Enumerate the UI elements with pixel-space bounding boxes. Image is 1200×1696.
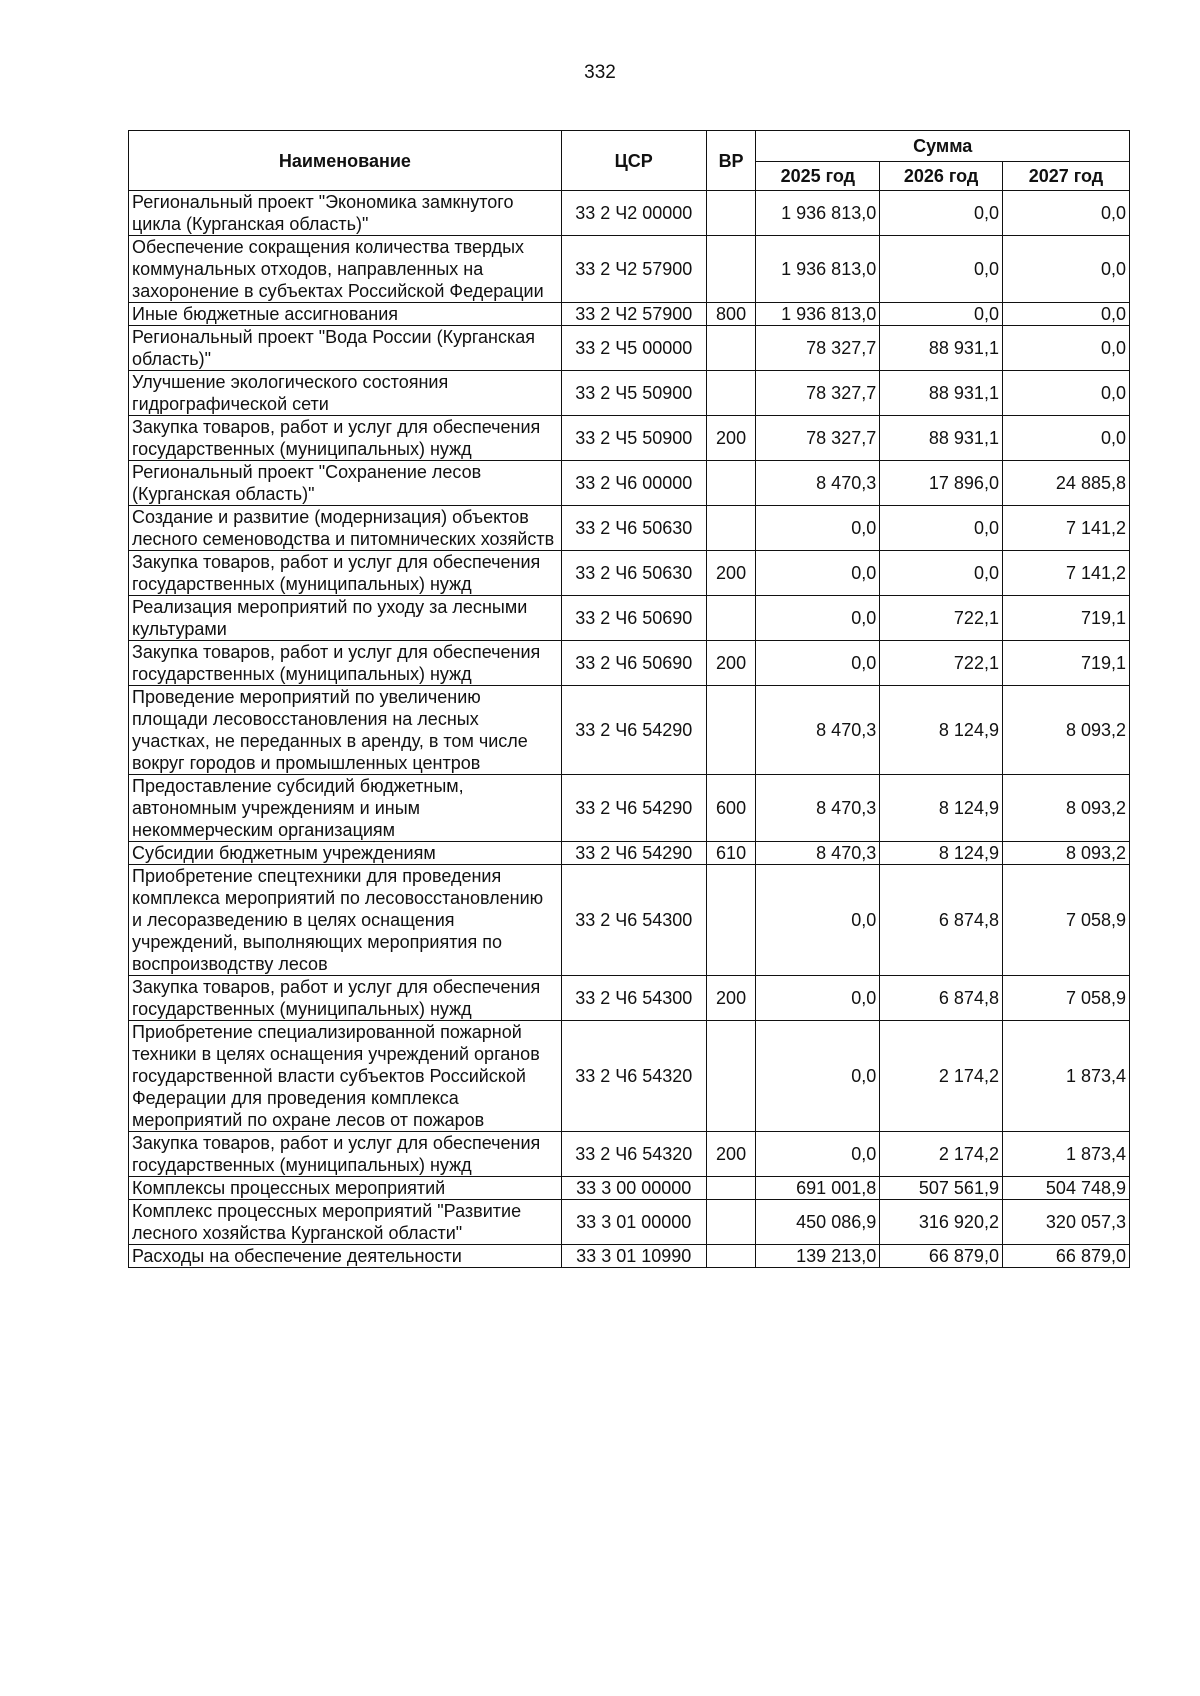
row-vr-cell (706, 686, 756, 775)
row-sum-2025-cell: 0,0 (756, 641, 880, 686)
row-name-cell: Предоставление субсидий бюджетным, автономным учреждениям и иным некоммерческим организациям (129, 775, 562, 842)
row-vr-cell: 200 (706, 416, 756, 461)
header-name: Наименование (129, 131, 562, 191)
row-sum-2027-cell: 504 748,9 (1002, 1177, 1129, 1200)
row-csr-cell: 33 2 Ч6 54290 (561, 686, 706, 775)
row-csr-cell: 33 2 Ч6 54320 (561, 1132, 706, 1177)
row-vr-cell (706, 236, 756, 303)
row-vr-cell (706, 506, 756, 551)
row-sum-2025-cell: 1 936 813,0 (756, 236, 880, 303)
row-name-cell: Проведение мероприятий по увеличению площади лесовосстановления на лесных участках, не переданных в аренду, в том числе вокруг городов и промышленных центров (129, 686, 562, 775)
row-sum-2026-cell: 88 931,1 (880, 371, 1003, 416)
row-sum-2027-cell: 24 885,8 (1002, 461, 1129, 506)
row-sum-2026-cell: 316 920,2 (880, 1200, 1003, 1245)
row-vr-cell (706, 326, 756, 371)
row-sum-2026-cell: 507 561,9 (880, 1177, 1003, 1200)
row-sum-2027-cell: 0,0 (1002, 326, 1129, 371)
row-sum-2027-cell: 1 873,4 (1002, 1132, 1129, 1177)
row-sum-2025-cell: 1 936 813,0 (756, 191, 880, 236)
row-csr-cell: 33 2 Ч6 50690 (561, 596, 706, 641)
row-sum-2025-cell: 691 001,8 (756, 1177, 880, 1200)
row-sum-2027-cell: 0,0 (1002, 371, 1129, 416)
row-sum-2026-cell: 8 124,9 (880, 775, 1003, 842)
row-csr-cell: 33 2 Ч2 57900 (561, 236, 706, 303)
row-sum-2027-cell: 1 873,4 (1002, 1021, 1129, 1132)
row-sum-2026-cell: 8 124,9 (880, 842, 1003, 865)
row-vr-cell (706, 1177, 756, 1200)
table-row (129, 461, 1130, 506)
row-sum-2027-cell: 719,1 (1002, 641, 1129, 686)
row-vr-cell: 610 (706, 842, 756, 865)
row-name-cell: Закупка товаров, работ и услуг для обеспечения государственных (муниципальных) нужд (129, 641, 562, 686)
table-row (129, 1245, 1130, 1268)
row-sum-2026-cell: 722,1 (880, 641, 1003, 686)
table-row (129, 976, 1130, 1021)
row-vr-cell: 200 (706, 976, 756, 1021)
row-sum-2027-cell: 0,0 (1002, 303, 1129, 326)
row-name-cell: Расходы на обеспечение деятельности (129, 1245, 562, 1268)
page-number: 332 (584, 62, 616, 83)
table-row (129, 775, 1130, 842)
row-sum-2025-cell: 0,0 (756, 506, 880, 551)
table-row (129, 842, 1130, 865)
table-row (129, 1200, 1130, 1245)
row-name-cell: Субсидии бюджетным учреждениям (129, 842, 562, 865)
row-csr-cell: 33 2 Ч5 50900 (561, 416, 706, 461)
row-sum-2025-cell: 0,0 (756, 1132, 880, 1177)
row-sum-2025-cell: 8 470,3 (756, 775, 880, 842)
row-sum-2026-cell: 88 931,1 (880, 326, 1003, 371)
row-csr-cell: 33 2 Ч5 00000 (561, 326, 706, 371)
table-row (129, 303, 1130, 326)
row-name-cell: Комплекс процессных мероприятий "Развитие лесного хозяйства Курганской области" (129, 1200, 562, 1245)
row-sum-2026-cell: 8 124,9 (880, 686, 1003, 775)
table-header-row (129, 131, 1130, 162)
row-sum-2026-cell: 6 874,8 (880, 976, 1003, 1021)
row-sum-2025-cell: 8 470,3 (756, 686, 880, 775)
row-sum-2025-cell: 0,0 (756, 865, 880, 976)
row-sum-2027-cell: 8 093,2 (1002, 686, 1129, 775)
row-name-cell: Закупка товаров, работ и услуг для обеспечения государственных (муниципальных) нужд (129, 416, 562, 461)
row-name-cell: Реализация мероприятий по уходу за лесными культурами (129, 596, 562, 641)
row-sum-2025-cell: 78 327,7 (756, 371, 880, 416)
row-sum-2027-cell: 7 058,9 (1002, 865, 1129, 976)
row-name-cell: Закупка товаров, работ и услуг для обеспечения государственных (муниципальных) нужд (129, 1132, 562, 1177)
row-csr-cell: 33 2 Ч5 50900 (561, 371, 706, 416)
table-row (129, 371, 1130, 416)
row-sum-2026-cell: 88 931,1 (880, 416, 1003, 461)
table-row (129, 236, 1130, 303)
row-csr-cell: 33 3 01 00000 (561, 1200, 706, 1245)
row-sum-2025-cell: 8 470,3 (756, 461, 880, 506)
row-name-cell: Региональный проект "Вода России (Курганская область)" (129, 326, 562, 371)
row-csr-cell: 33 2 Ч6 00000 (561, 461, 706, 506)
header-year-2025: 2025 год (756, 162, 880, 191)
row-sum-2025-cell: 78 327,7 (756, 326, 880, 371)
row-name-cell: Комплексы процессных мероприятий (129, 1177, 562, 1200)
row-csr-cell: 33 2 Ч6 50630 (561, 506, 706, 551)
row-sum-2027-cell: 7 141,2 (1002, 551, 1129, 596)
header-year-2026: 2026 год (880, 162, 1003, 191)
row-sum-2027-cell: 8 093,2 (1002, 775, 1129, 842)
table-body (129, 191, 1130, 1268)
row-sum-2026-cell: 722,1 (880, 596, 1003, 641)
row-csr-cell: 33 3 01 10990 (561, 1245, 706, 1268)
row-vr-cell (706, 1021, 756, 1132)
header-vr: ВР (706, 131, 756, 191)
table-row (129, 326, 1130, 371)
row-vr-cell (706, 596, 756, 641)
row-sum-2027-cell: 7 058,9 (1002, 976, 1129, 1021)
row-csr-cell: 33 2 Ч2 57900 (561, 303, 706, 326)
row-sum-2027-cell: 0,0 (1002, 191, 1129, 236)
row-csr-cell: 33 2 Ч6 54320 (561, 1021, 706, 1132)
budget-table (128, 130, 1130, 1268)
row-name-cell: Приобретение спецтехники для проведения комплекса мероприятий по лесовосстановлению и лесоразведению в целях оснащения учреждений, выполняющих мероприятия по воспроизводству лесов (129, 865, 562, 976)
table-row (129, 506, 1130, 551)
row-csr-cell: 33 2 Ч6 54290 (561, 842, 706, 865)
table-row (129, 1177, 1130, 1200)
row-name-cell: Закупка товаров, работ и услуг для обеспечения государственных (муниципальных) нужд (129, 976, 562, 1021)
table-row (129, 686, 1130, 775)
row-sum-2026-cell: 0,0 (880, 191, 1003, 236)
row-sum-2027-cell: 66 879,0 (1002, 1245, 1129, 1268)
row-csr-cell: 33 2 Ч6 50630 (561, 551, 706, 596)
table-row (129, 1132, 1130, 1177)
row-csr-cell: 33 2 Ч6 54290 (561, 775, 706, 842)
row-sum-2026-cell: 0,0 (880, 506, 1003, 551)
row-sum-2025-cell: 450 086,9 (756, 1200, 880, 1245)
header-csr: ЦСР (561, 131, 706, 191)
header-year-2027: 2027 год (1002, 162, 1129, 191)
row-csr-cell: 33 2 Ч6 54300 (561, 865, 706, 976)
row-vr-cell (706, 191, 756, 236)
row-sum-2025-cell: 8 470,3 (756, 842, 880, 865)
row-vr-cell: 200 (706, 641, 756, 686)
row-csr-cell: 33 2 Ч2 00000 (561, 191, 706, 236)
row-sum-2025-cell: 78 327,7 (756, 416, 880, 461)
row-csr-cell: 33 3 00 00000 (561, 1177, 706, 1200)
row-sum-2027-cell: 0,0 (1002, 416, 1129, 461)
table-row (129, 641, 1130, 686)
row-sum-2026-cell: 0,0 (880, 551, 1003, 596)
row-sum-2027-cell: 0,0 (1002, 236, 1129, 303)
row-vr-cell (706, 865, 756, 976)
row-sum-2027-cell: 719,1 (1002, 596, 1129, 641)
row-vr-cell (706, 1245, 756, 1268)
row-name-cell: Региональный проект "Экономика замкнутого цикла (Курганская область)" (129, 191, 562, 236)
row-sum-2026-cell: 2 174,2 (880, 1021, 1003, 1132)
row-sum-2025-cell: 0,0 (756, 551, 880, 596)
row-csr-cell: 33 2 Ч6 50690 (561, 641, 706, 686)
row-name-cell: Региональный проект "Сохранение лесов (Курганская область)" (129, 461, 562, 506)
table-row (129, 1021, 1130, 1132)
header-sum: Сумма (756, 131, 1130, 162)
row-sum-2026-cell: 0,0 (880, 303, 1003, 326)
row-name-cell: Создание и развитие (модернизация) объектов лесного семеноводства и питомнических хозяйств (129, 506, 562, 551)
row-vr-cell (706, 371, 756, 416)
row-name-cell: Улучшение экологического состояния гидрографической сети (129, 371, 562, 416)
row-sum-2025-cell: 0,0 (756, 1021, 880, 1132)
row-sum-2025-cell: 139 213,0 (756, 1245, 880, 1268)
row-sum-2027-cell: 8 093,2 (1002, 842, 1129, 865)
row-sum-2026-cell: 6 874,8 (880, 865, 1003, 976)
row-name-cell: Приобретение специализированной пожарной техники в целях оснащения учреждений органов государственной власти субъектов Российской Федерации для проведения комплекса мероприятий по охране лесов от пожаров (129, 1021, 562, 1132)
row-sum-2026-cell: 2 174,2 (880, 1132, 1003, 1177)
row-sum-2025-cell: 0,0 (756, 976, 880, 1021)
row-vr-cell: 800 (706, 303, 756, 326)
row-sum-2026-cell: 66 879,0 (880, 1245, 1003, 1268)
table-row (129, 596, 1130, 641)
row-vr-cell (706, 461, 756, 506)
table-row (129, 191, 1130, 236)
table-row (129, 416, 1130, 461)
row-vr-cell: 200 (706, 1132, 756, 1177)
row-sum-2027-cell: 320 057,3 (1002, 1200, 1129, 1245)
table-row (129, 865, 1130, 976)
row-sum-2027-cell: 7 141,2 (1002, 506, 1129, 551)
row-vr-cell (706, 1200, 756, 1245)
row-sum-2025-cell: 1 936 813,0 (756, 303, 880, 326)
row-sum-2026-cell: 0,0 (880, 236, 1003, 303)
row-name-cell: Обеспечение сокращения количества твердых коммунальных отходов, направленных на захоронение в субъектах Российской Федерации (129, 236, 562, 303)
row-sum-2025-cell: 0,0 (756, 596, 880, 641)
row-vr-cell: 200 (706, 551, 756, 596)
table-row (129, 551, 1130, 596)
row-name-cell: Закупка товаров, работ и услуг для обеспечения государственных (муниципальных) нужд (129, 551, 562, 596)
row-name-cell: Иные бюджетные ассигнования (129, 303, 562, 326)
row-sum-2026-cell: 17 896,0 (880, 461, 1003, 506)
row-vr-cell: 600 (706, 775, 756, 842)
row-csr-cell: 33 2 Ч6 54300 (561, 976, 706, 1021)
